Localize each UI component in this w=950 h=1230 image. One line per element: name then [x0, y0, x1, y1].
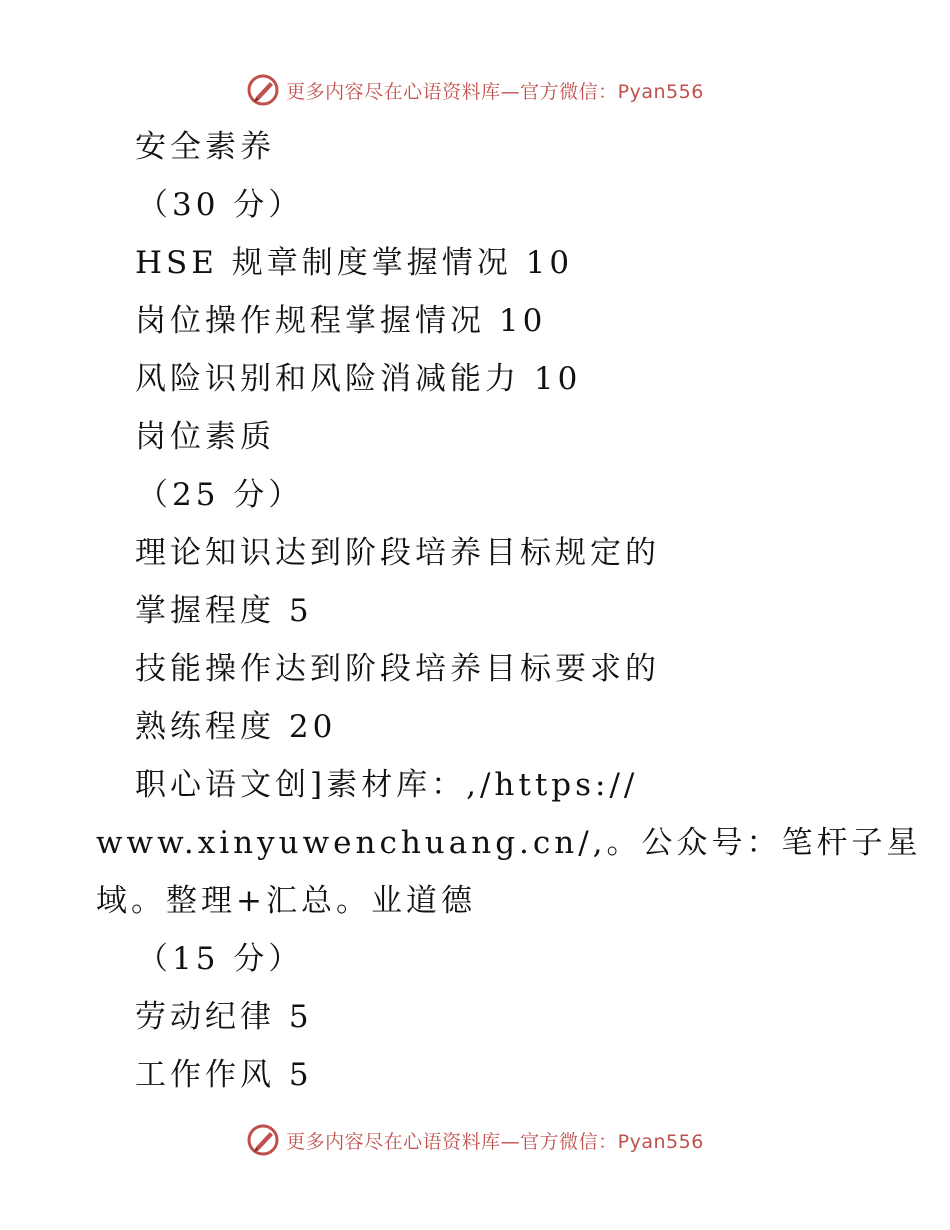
section-heading-safety: 安全素养: [135, 129, 275, 165]
item-theory-knowledge: 理论知识达到阶段培养目标规定的: [135, 535, 660, 571]
section-score-ethics: （15 分）: [137, 941, 304, 977]
item-skill-operation: 技能操作达到阶段培养目标要求的: [135, 651, 660, 687]
footer-watermark-banner: [0, 1120, 950, 1160]
watermark-text: 更多内容尽在心语资料库—官方微信：Pyan556: [286, 1130, 704, 1153]
section-score-post-quality: （25 分）: [137, 477, 304, 513]
watermark-text: 更多内容尽在心语资料库—官方微信：Pyan556: [286, 80, 704, 103]
section-score-safety: （30 分）: [137, 187, 304, 223]
pen-logo-icon: [246, 1123, 280, 1157]
item-operating-procedures: 岗位操作规程掌握情况 10: [135, 303, 547, 339]
pen-logo-icon: [246, 73, 280, 107]
item-skill-operation-cont: 熟练程度 20: [135, 709, 337, 745]
item-labor-discipline: 劳动纪律 5: [135, 999, 313, 1035]
inserted-ad-line-1: 职心语文创]素材库：,/https://: [135, 767, 639, 803]
section-heading-post-quality: 岗位素质: [135, 419, 275, 455]
inserted-ad-line-2: www.xinyuwenchuang.cn/,。公众号：笔杆子星: [96, 825, 922, 861]
item-work-style: 工作作风 5: [135, 1057, 313, 1093]
inserted-ad-line-3: 域。整理+汇总。业道德: [96, 883, 476, 919]
header-watermark-banner: [0, 70, 950, 110]
item-theory-knowledge-cont: 掌握程度 5: [135, 593, 313, 629]
item-hse-rules: HSE 规章制度掌握情况 10: [135, 245, 574, 281]
item-risk-identification: 风险识别和风险消减能力 10: [135, 361, 582, 397]
